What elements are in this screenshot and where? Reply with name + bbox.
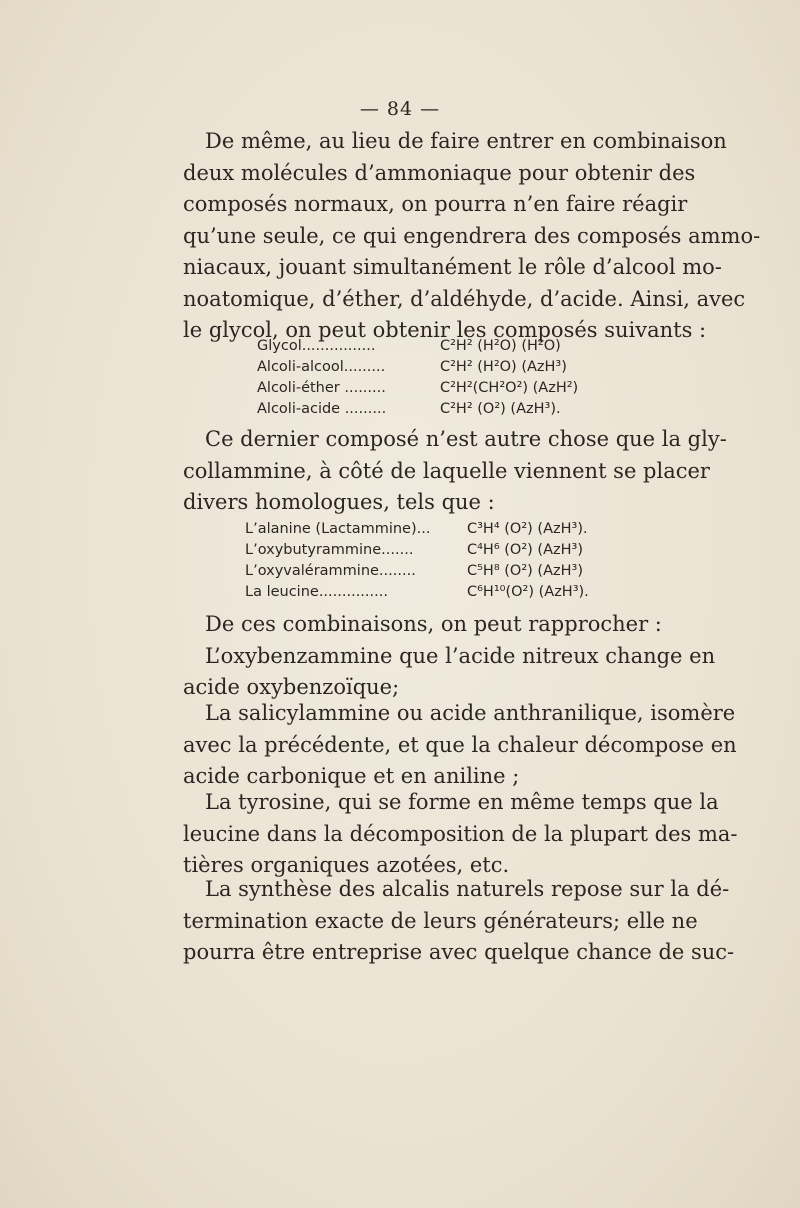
compound-formula: C²H²(CH²O²) (AzH²) — [440, 380, 579, 396]
compound-name: L’alanine (Lactammine)... — [245, 521, 431, 537]
paragraph-2 — [183, 424, 727, 519]
table-row — [245, 561, 589, 582]
text-line: collammine, à côté de laquelle viennent se placer — [183, 458, 710, 483]
text-line: termination exacte de leurs générateurs; elle ne — [183, 908, 698, 933]
text-line: acide oxybenzoïque; — [183, 675, 400, 699]
compound-formula: C²H² (H²O) (H²O) — [440, 338, 561, 354]
table-row — [257, 357, 578, 378]
compound-formula: C²H² (H²O) (AzH³) — [440, 359, 567, 375]
page-number: — 84 — — [359, 98, 441, 120]
text-line: acide carbonique et en aniline ; — [183, 764, 520, 788]
text-line: deux molécules d’ammoniaque pour obtenir des — [183, 160, 696, 185]
compound-formula: C⁵H⁸ (O²) (AzH³) — [467, 563, 583, 579]
compound-name: Alcoli-éther ......... — [257, 380, 386, 396]
table-row — [257, 336, 578, 357]
compounds-table-homologues — [245, 519, 589, 603]
text-line: La synthèse des alcalis naturels repose sur la dé- — [205, 877, 730, 901]
paragraph-1 — [183, 126, 761, 347]
text-line: Ce dernier composé n’est autre chose que la gly- — [205, 427, 727, 451]
text-line: La tyrosine, qui se forme en même temps que la — [205, 790, 719, 814]
text-line: le glycol, on peut obtenir les composés suivants : — [183, 318, 707, 342]
paragraph-5 — [183, 787, 738, 882]
compound-formula: C⁴H⁶ (O²) (AzH³) — [467, 542, 583, 558]
table-row — [245, 540, 589, 561]
text-line: noatomique, d’éther, d’aldéhyde, d’acide. Ainsi, avec — [183, 286, 746, 311]
compound-name: L’oxybutyrammine....... — [245, 542, 414, 558]
paragraph-4 — [183, 698, 737, 793]
compound-formula: C²H² (O²) (AzH³). — [440, 401, 561, 417]
compounds-table-glycol — [257, 336, 578, 420]
text-line: L’oxybenzammine que l’acide nitreux change en — [205, 643, 716, 668]
table-row — [257, 399, 578, 420]
compound-name: La leucine............... — [245, 584, 388, 600]
text-line: divers homologues, tels que : — [183, 490, 495, 514]
text-line: leucine dans la décomposition de la plupart des ma- — [183, 821, 738, 846]
text-line: pourra être entreprise avec quelque chance de suc- — [183, 940, 735, 964]
compound-formula: C⁶H¹⁰(O²) (AzH³). — [467, 584, 589, 600]
text-line: avec la précédente, et que la chaleur décompose en — [183, 732, 737, 757]
text-line: niacaux, jouant simultanément le rôle d’alcool mo- — [183, 255, 722, 279]
compound-name: Alcoli-acide ......... — [257, 401, 387, 417]
text-line: qu’une seule, ce qui engendrera des composés ammo- — [183, 223, 761, 248]
text-line: De ces combinaisons, on peut rapprocher : — [205, 612, 662, 636]
compound-name: Alcoli-alcool......... — [257, 359, 386, 375]
text-line: tières organiques azotées, etc. — [183, 853, 510, 877]
compound-formula: C³H⁴ (O²) (AzH³). — [467, 521, 588, 537]
paragraph-3 — [183, 609, 716, 704]
text-line: De même, au lieu de faire entrer en combinaison — [205, 129, 727, 153]
paragraph-6 — [183, 874, 735, 969]
text-line: composés normaux, on pourra n’en faire réagir — [183, 192, 688, 216]
table-row — [245, 582, 589, 603]
compound-name: Glycol................ — [257, 338, 376, 354]
table-row — [245, 519, 589, 540]
table-row — [257, 378, 578, 399]
compound-name: L’oxyvalérammine........ — [245, 563, 416, 579]
text-line: La salicylammine ou acide anthranilique, isomère — [205, 701, 736, 725]
